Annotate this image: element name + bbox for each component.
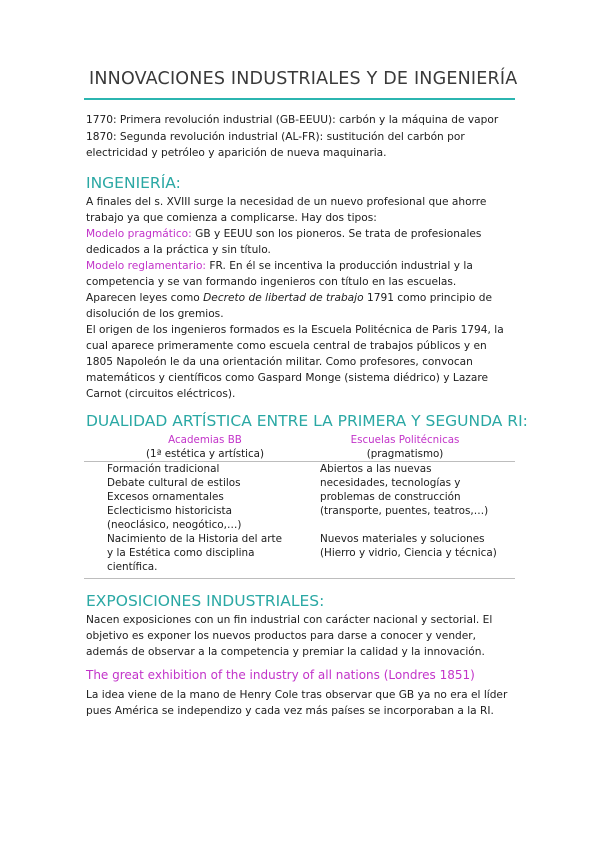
- col2-item: Nuevos materiales y soluciones: [320, 533, 485, 545]
- leyes-post: 1791 como principio de: [363, 292, 493, 304]
- paragraph-line: A finales del s. XVIII surge la necesidad de un nuevo profesional que ahorre: [86, 196, 487, 208]
- paragraph-line: El origen de los ingenieros formados es la Escuela Politécnica de Paris 1794, la: [86, 324, 504, 336]
- paragraph-line: disolución de los gremios.: [86, 308, 224, 320]
- col2-item: necesidades, tecnologías y: [320, 477, 461, 489]
- intro-line: electricidad y petróleo y aparición de nueva maquinaria.: [86, 147, 387, 159]
- paragraph-line: además de observar a la competencia y premiar la calidad y la innovación.: [86, 646, 485, 658]
- col1-title: Academias BB: [168, 434, 242, 446]
- col1-item: científica.: [107, 561, 158, 573]
- col2-item: (transporte, puentes, teatros,…): [320, 505, 489, 517]
- reglamentario-label: Modelo reglamentario:: [86, 260, 207, 272]
- col2-item: (Hierro y vidrio, Ciencia y técnica): [320, 547, 497, 559]
- intro-line: 1870: Segunda revolución industrial (AL-FR): sustitución del carbón por: [86, 131, 465, 143]
- col2-subtitle: (pragmatismo): [366, 448, 444, 460]
- col1-item: Nacimiento de la Historia del arte: [107, 533, 282, 545]
- reglamentario-line: [86, 260, 473, 273]
- paragraph-line: objetivo es exponer los nuevos productos para darse a conocer y vender,: [86, 630, 476, 642]
- col1-item: Eclecticismo historicista: [107, 505, 232, 517]
- col1-item: Debate cultural de estilos: [107, 477, 241, 489]
- page-title: INNOVACIONES INDUSTRIALES Y DE INGENIERÍA: [89, 69, 518, 89]
- col2-item: Abiertos a las nuevas: [320, 463, 432, 475]
- table-bottom-rule: [84, 578, 515, 579]
- col1-item: (neoclásico, neogótico,…): [107, 519, 242, 531]
- decreto-title: Decreto de libertad de trabajo: [203, 292, 364, 304]
- paragraph-line: cual aparece primeramente como escuela central de trabajos públicos y en: [86, 340, 487, 352]
- paragraph-line: dedicados a la práctica y sin título.: [86, 244, 271, 256]
- paragraph-line: Carnot (circuitos eléctricos).: [86, 388, 236, 400]
- col2-title: Escuelas Politécnicas: [350, 434, 460, 446]
- leyes-line: [86, 292, 492, 305]
- paragraph-line: competencia y se van formando ingenieros con título en las escuelas.: [86, 276, 457, 288]
- paragraph-line: trabajo ya que comienza a complicarse. Hay dos tipos:: [86, 212, 377, 224]
- paragraph-line: 1805 Napoleón le da una orientación militar. Como profesores, convocan: [86, 356, 473, 368]
- paragraph-line: pues América se independizo y cada vez más países se incorporaban a la RI.: [86, 705, 494, 717]
- pragmatico-line: [86, 228, 481, 241]
- subheading-great-exhibition: The great exhibition of the industry of all nations (Londres 1851): [86, 668, 475, 682]
- leyes-pre: Aparecen leyes como: [86, 292, 204, 304]
- col2-item: problemas de construcción: [320, 491, 461, 503]
- pragmatico-label: Modelo pragmático:: [86, 228, 192, 240]
- reglamentario-text: FR. En él se incentiva la producción industrial y la: [206, 260, 473, 272]
- col1-item: y la Estética como disciplina: [107, 547, 255, 559]
- paragraph-line: Nacen exposiciones con un fin industrial con carácter nacional y sectorial. El: [86, 614, 493, 626]
- col1-subtitle: (1ª estética y artística): [146, 448, 264, 460]
- title-underline: [84, 98, 515, 100]
- section-heading-ingenieria: INGENIERÍA:: [86, 174, 181, 192]
- paragraph-line: matemáticos y científicos como Gaspard Monge (sistema diédrico) y Lazare: [86, 372, 489, 384]
- section-heading-dualidad: DUALIDAD ARTÍSTICA ENTRE LA PRIMERA Y SEGUNDA RI:: [86, 412, 528, 430]
- col1-item: Formación tradicional: [107, 463, 220, 475]
- paragraph-line: La idea viene de la mano de Henry Cole tras observar que GB ya no era el líder: [86, 689, 508, 701]
- section-heading-exposiciones: EXPOSICIONES INDUSTRIALES:: [86, 592, 325, 610]
- intro-line: 1770: Primera revolución industrial (GB-EEUU): carbón y la máquina de vapor: [86, 114, 499, 126]
- pragmatico-text: GB y EEUU son los pioneros. Se trata de profesionales: [191, 228, 482, 240]
- col1-item: Excesos ornamentales: [107, 491, 224, 503]
